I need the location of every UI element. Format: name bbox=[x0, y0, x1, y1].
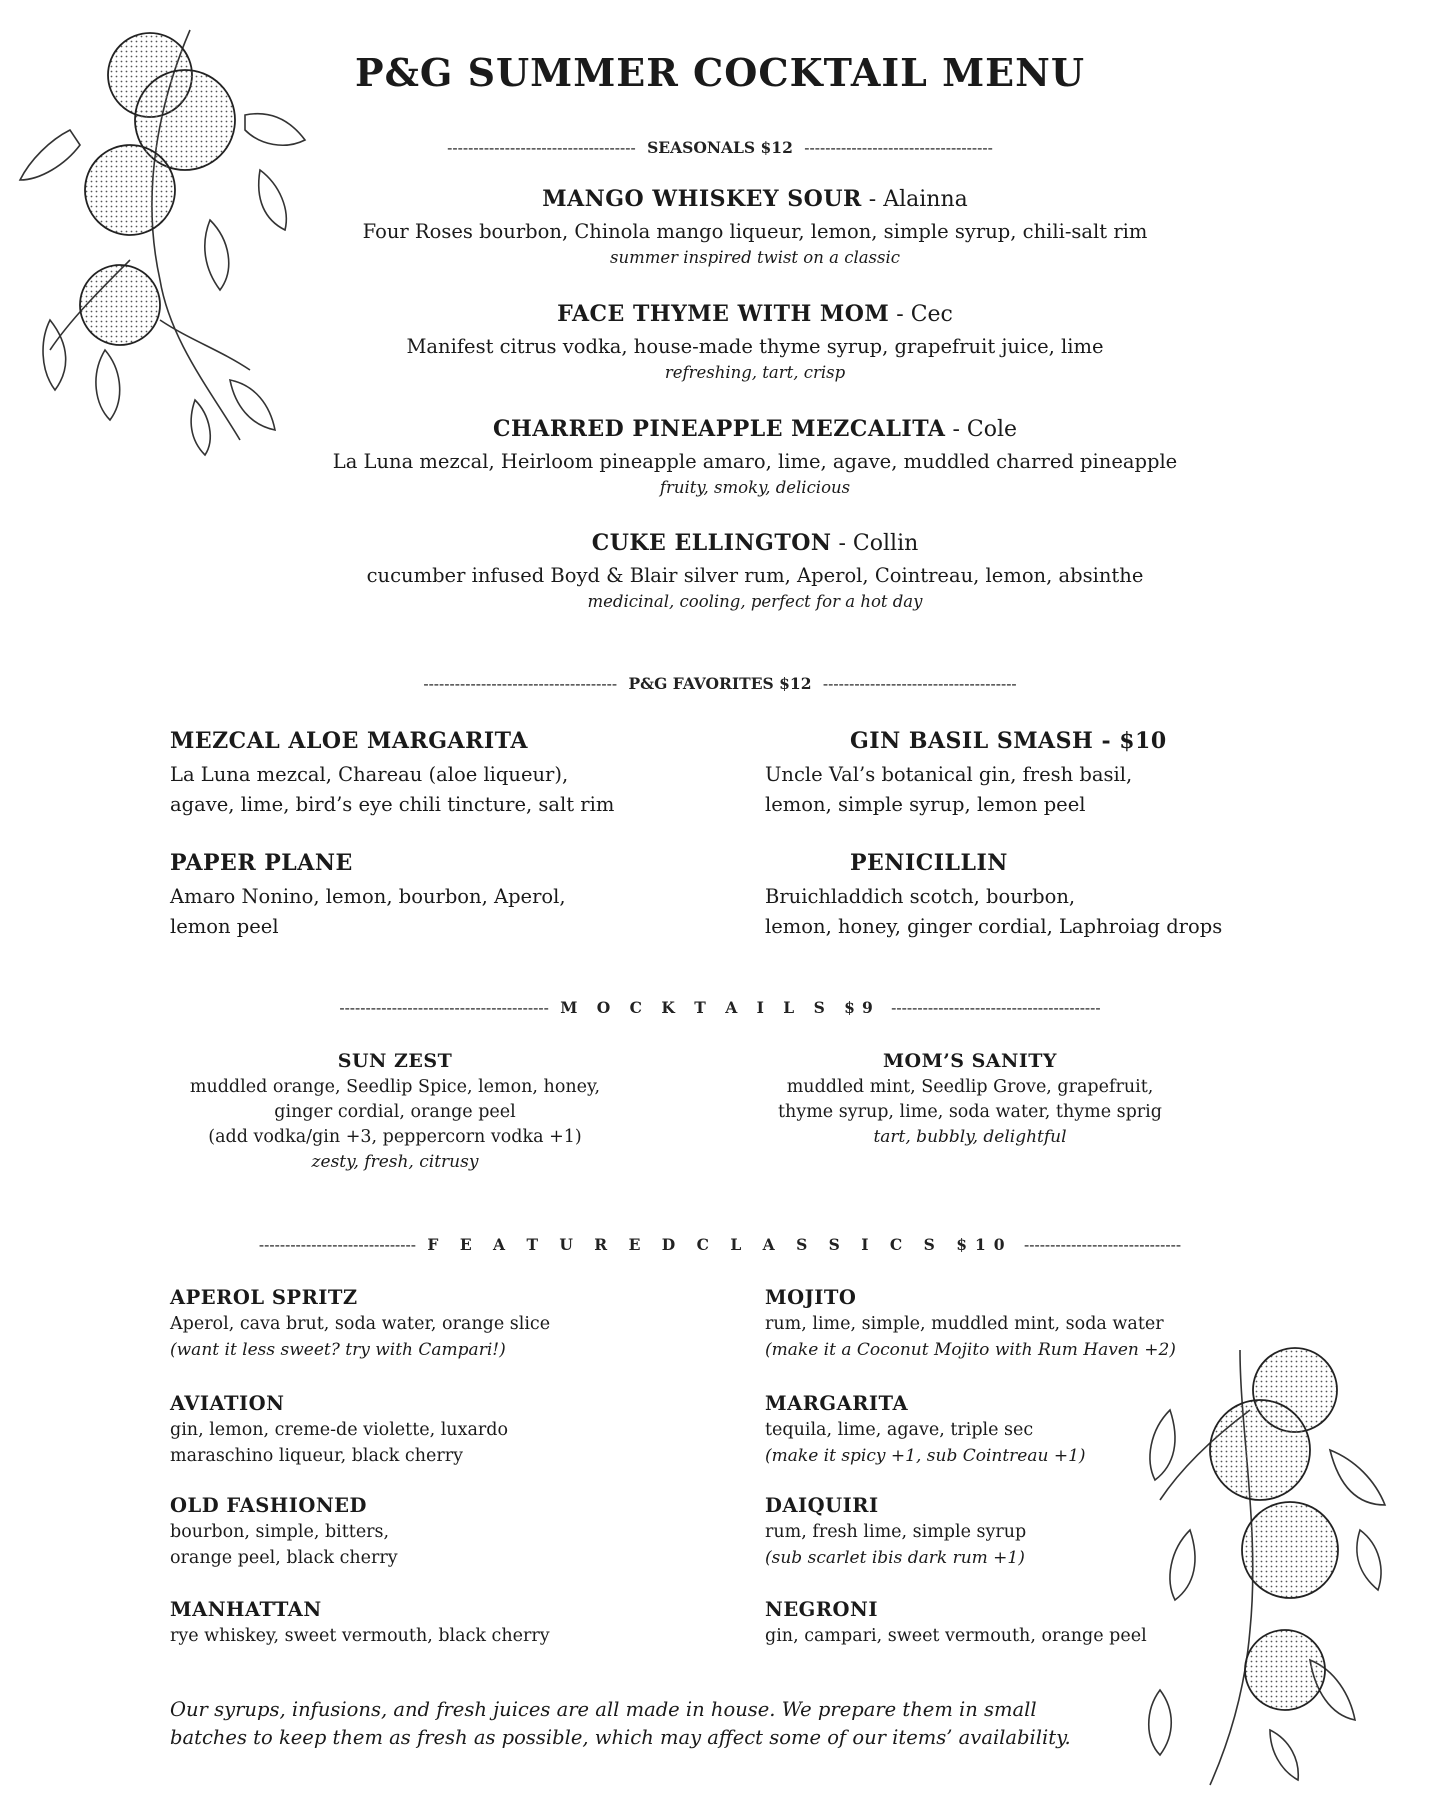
drink-name: CUKE ELLINGTON bbox=[591, 530, 832, 556]
drink-description: lemon, simple syrup, lemon peel bbox=[765, 793, 1086, 816]
section-heading: P&G FAVORITES $12 bbox=[628, 674, 812, 693]
drink-name: APEROL SPRITZ bbox=[170, 1286, 358, 1309]
drink-tasting-note: summer inspired twist on a classic bbox=[609, 248, 901, 267]
drink-description: rye whiskey, sweet vermouth, black cherry bbox=[170, 1626, 550, 1646]
section-divider-mocktails: ---------------------------------------- M O C K T A I L S $9 ---------------------------------------- bbox=[339, 998, 1101, 1017]
drink-name: AVIATION bbox=[170, 1392, 285, 1415]
seasonal-item bbox=[160, 186, 1350, 267]
drink-description: maraschino liqueur, black cherry bbox=[170, 1446, 463, 1466]
drink-tasting-note: (want it less sweet? try with Campari!) bbox=[170, 1340, 506, 1360]
footer-note bbox=[170, 1696, 1130, 1752]
drink-description: La Luna mezcal, Chareau (aloe liqueur), bbox=[170, 763, 569, 786]
drink-description: thyme syrup, lime, soda water, thyme sprig bbox=[778, 1102, 1162, 1122]
drink-name: CHARRED PINEAPPLE MEZCALITA bbox=[492, 416, 946, 442]
drink-description: Uncle Val’s botanical gin, fresh basil, bbox=[765, 763, 1133, 786]
section-heading: M O C K T A I L S $9 bbox=[560, 998, 880, 1017]
drink-name: PAPER PLANE bbox=[170, 850, 353, 876]
drink-tasting-note: medicinal, cooling, perfect for a hot day bbox=[587, 592, 923, 611]
drink-name: MANGO WHISKEY SOUR bbox=[542, 186, 862, 212]
classic-item bbox=[765, 1494, 1245, 1571]
drink-name: NEGRONI bbox=[765, 1598, 878, 1621]
drink-description: La Luna mezcal, Heirloom pineapple amaro, lime, agave, muddled charred pineapple bbox=[332, 450, 1178, 473]
drink-name: MOJITO bbox=[765, 1286, 857, 1309]
footer-line: batches to keep them as fresh as possible, which may affect some of our items’ availability. bbox=[170, 1726, 1071, 1749]
drink-tasting-note: refreshing, tart, crisp bbox=[664, 363, 846, 382]
drink-description: rum, lime, simple, muddled mint, soda water bbox=[765, 1314, 1164, 1334]
classic-item bbox=[170, 1286, 730, 1363]
favorite-item bbox=[170, 850, 730, 942]
mocktail-item bbox=[170, 1050, 620, 1175]
drink-name: GIN BASIL SMASH - $10 bbox=[850, 728, 1167, 754]
bartender-credit: - Cole bbox=[945, 417, 1018, 442]
drink-description: cucumber infused Boyd & Blair silver rum, Aperol, Cointreau, lemon, absinthe bbox=[366, 564, 1144, 587]
drink-description: lemon, honey, ginger cordial, Laphroiag drops bbox=[765, 915, 1223, 938]
bartender-credit: - Alainna bbox=[861, 187, 968, 212]
drink-description: Bruichladdich scotch, bourbon, bbox=[765, 885, 1076, 908]
section-divider-classics: ------------------------------ F E A T U R E D C L A S S I C S $10 ------------------------------ bbox=[258, 1235, 1182, 1254]
favorite-item bbox=[765, 850, 1365, 942]
section-heading: F E A T U R E D C L A S S I C S $10 bbox=[427, 1235, 1013, 1254]
drink-description: agave, lime, bird’s eye chili tincture, salt rim bbox=[170, 793, 615, 816]
drink-tasting-note: (make it a Coconut Mojito with Rum Haven +2) bbox=[765, 1340, 1176, 1360]
drink-description: rum, fresh lime, simple syrup bbox=[765, 1522, 1027, 1542]
drink-description: tequila, lime, agave, triple sec bbox=[765, 1420, 1034, 1440]
favorite-item bbox=[170, 728, 730, 820]
drink-name: DAIQUIRI bbox=[765, 1494, 879, 1517]
drink-description: ginger cordial, orange peel bbox=[274, 1102, 516, 1122]
drink-name: FACE THYME WITH MOM bbox=[557, 301, 890, 327]
drink-description: Manifest citrus vodka, house-made thyme syrup, grapefruit juice, lime bbox=[406, 335, 1104, 358]
bartender-credit: - Collin bbox=[831, 531, 919, 556]
mocktail-item bbox=[765, 1050, 1175, 1150]
seasonal-item bbox=[160, 301, 1350, 382]
drink-name: MEZCAL ALOE MARGARITA bbox=[170, 728, 528, 754]
drink-description: orange peel, black cherry bbox=[170, 1548, 398, 1568]
bartender-credit: - Cec bbox=[889, 302, 953, 327]
section-heading: SEASONALS $12 bbox=[647, 138, 793, 157]
classic-item bbox=[765, 1598, 1245, 1649]
seasonal-item bbox=[160, 530, 1350, 611]
section-divider-favorites: ------------------------------------- P&G FAVORITES $12 ------------------------------------- bbox=[423, 674, 1017, 693]
favorite-item bbox=[765, 728, 1325, 820]
classic-item bbox=[170, 1392, 730, 1469]
classic-item bbox=[170, 1598, 730, 1649]
drink-tasting-note: (sub scarlet ibis dark rum +1) bbox=[765, 1548, 1025, 1568]
drink-name: PENICILLIN bbox=[850, 850, 1008, 876]
drink-description: muddled mint, Seedlip Grove, grapefruit, bbox=[786, 1077, 1154, 1097]
drink-name: MANHATTAN bbox=[170, 1598, 322, 1621]
drink-description: muddled orange, Seedlip Spice, lemon, honey, bbox=[189, 1077, 601, 1097]
drink-name: MOM’S SANITY bbox=[883, 1050, 1057, 1072]
drink-description: gin, campari, sweet vermouth, orange peel bbox=[765, 1626, 1147, 1646]
page-title: P&G SUMMER COCKTAIL MENU bbox=[355, 50, 1085, 95]
drink-description: Amaro Nonino, lemon, bourbon, Aperol, bbox=[170, 885, 566, 908]
drink-name: SUN ZEST bbox=[337, 1050, 453, 1072]
drink-description: Aperol, cava brut, soda water, orange slice bbox=[170, 1314, 551, 1334]
drink-tasting-note: zesty, fresh, citrusy bbox=[311, 1152, 479, 1172]
drink-description: (add vodka/gin +3, peppercorn vodka +1) bbox=[208, 1127, 582, 1147]
drink-tasting-note: fruity, smoky, delicious bbox=[659, 478, 851, 497]
seasonal-item bbox=[160, 416, 1350, 497]
drink-description: bourbon, simple, bitters, bbox=[170, 1522, 390, 1542]
drink-description: gin, lemon, creme-de violette, luxardo bbox=[170, 1420, 508, 1440]
classic-item bbox=[765, 1392, 1245, 1469]
drink-description: Four Roses bourbon, Chinola mango liqueur, lemon, simple syrup, chili-salt rim bbox=[362, 220, 1148, 243]
drink-name: MARGARITA bbox=[765, 1392, 909, 1415]
drink-name: OLD FASHIONED bbox=[170, 1494, 367, 1517]
section-divider-seasonals: ------------------------------------ SEASONALS $12 ------------------------------------ bbox=[447, 138, 993, 157]
classic-item bbox=[170, 1494, 730, 1571]
drink-description: lemon peel bbox=[170, 915, 279, 938]
drink-tasting-note: tart, bubbly, delightful bbox=[873, 1127, 1067, 1147]
classic-item bbox=[765, 1286, 1245, 1363]
footer-line: Our syrups, infusions, and fresh juices are all made in house. We prepare them in small bbox=[170, 1698, 1037, 1721]
drink-tasting-note: (make it spicy +1, sub Cointreau +1) bbox=[765, 1446, 1086, 1466]
